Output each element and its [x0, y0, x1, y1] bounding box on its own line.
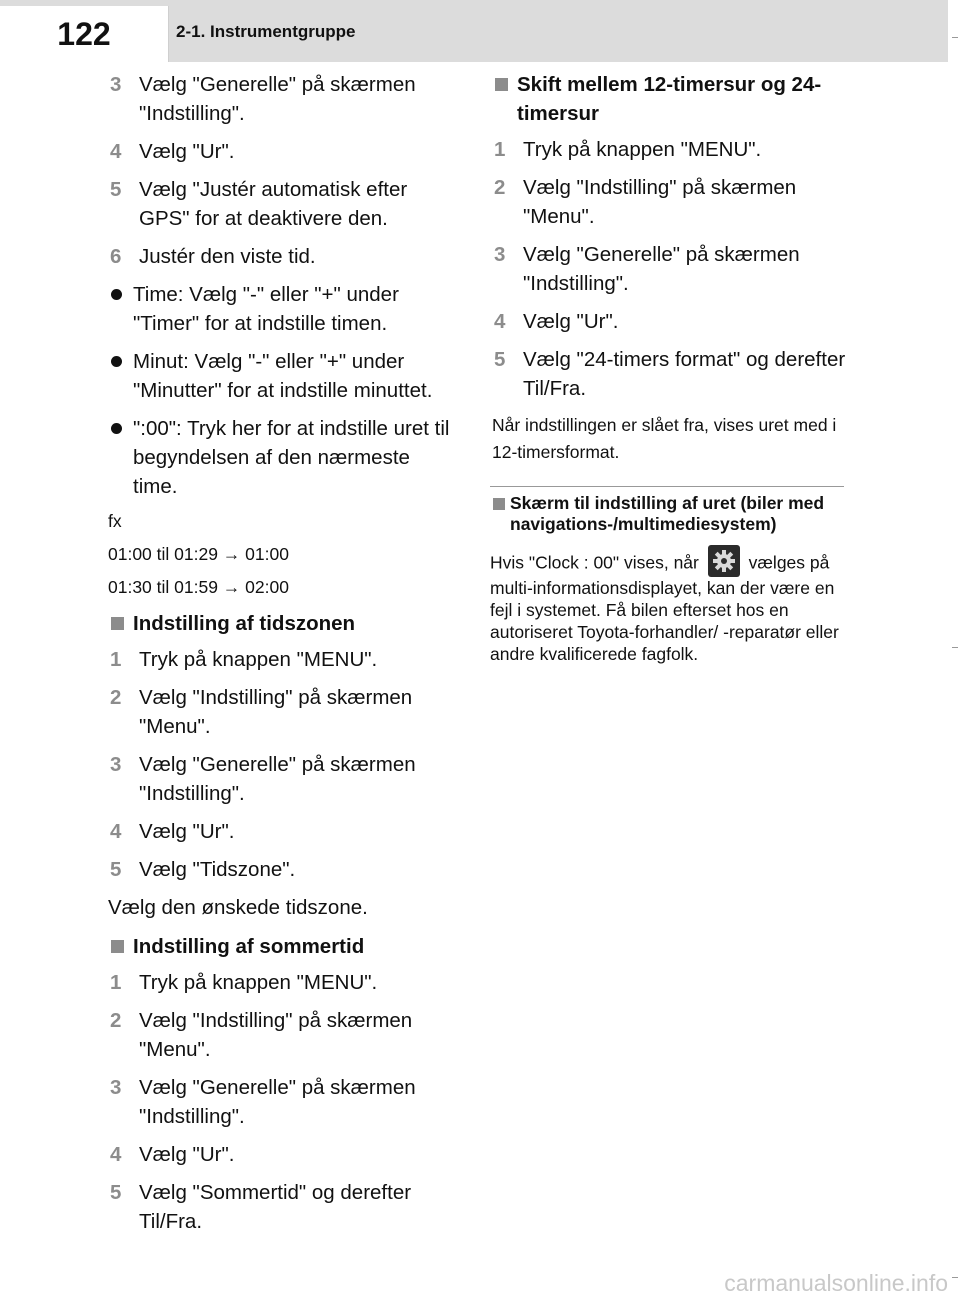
- step-item: 2 Vælg "Indstilling" på skærmen "Menu".: [110, 1009, 413, 1061]
- step-item: 1 Tryk på knappen "MENU".: [494, 138, 762, 161]
- bullet-dot-icon: [111, 423, 122, 434]
- gear-icon: [708, 545, 740, 577]
- section-square-icon: [111, 940, 124, 953]
- step-item: 1 Tryk på knappen "MENU".: [110, 648, 378, 671]
- left-column: [106, 70, 460, 1245]
- step-item: 3 Vælg "Generelle" på skærmen "Indstilling".: [110, 1076, 416, 1128]
- format-note: Når indstillingen er slået fra, vises uret med i 12-timersformat.: [492, 415, 837, 462]
- step-item: 2 Vælg "Indstilling" på skærmen "Menu".: [110, 686, 413, 738]
- step-item: 3 Vælg "Generelle" på skærmen "Indstilling".: [110, 73, 416, 125]
- section-title-dst: Indstilling af sommertid: [106, 932, 460, 961]
- step-item: 3 Vælg "Generelle" på skærmen "Indstilling".: [494, 243, 800, 295]
- step-item: 1 Tryk på knappen "MENU".: [110, 971, 378, 994]
- bullet-item: ":00": Tryk her for at indstille uret til begyndelsen af den nærmeste time.: [106, 414, 460, 501]
- margin-tick: [952, 37, 958, 38]
- section-divider: [490, 486, 844, 487]
- step-item: 4 Vælg "Ur".: [494, 310, 619, 333]
- step-item: 5 Vælg "Justér automatisk efter GPS" for at deaktivere den.: [110, 178, 408, 230]
- watermark: carmanualsonline.info: [724, 1270, 948, 1296]
- page-header: [0, 0, 960, 62]
- step-item: 2 Vælg "Indstilling" på skærmen "Menu".: [494, 176, 797, 228]
- step-item: 4 Vælg "Ur".: [110, 140, 235, 163]
- section-square-icon: [493, 498, 505, 510]
- example-line: 01:30 til 01:59 → 02:00: [108, 577, 289, 597]
- step-item: 5 Vælg "Tidszone".: [110, 858, 296, 881]
- bullet-item: Time: Vælg "-" eller "+" under "Timer" for at indstille timen.: [106, 280, 460, 338]
- chapter-title: 2-1. Instrumentgruppe: [176, 22, 356, 41]
- bullet-dot-icon: [111, 356, 122, 367]
- bullet-dot-icon: [111, 289, 122, 300]
- step-item: 6 Justér den viste tid.: [110, 245, 316, 268]
- right-column: [490, 70, 850, 665]
- page-number: 122: [0, 6, 169, 62]
- section-title-timezone: Indstilling af tidszonen: [106, 609, 460, 638]
- step-item: 4 Vælg "Ur".: [110, 820, 235, 843]
- bullet-item: Minut: Vælg "-" eller "+" under "Minutter" for at indstille minuttet.: [106, 347, 460, 405]
- step-item: 3 Vælg "Generelle" på skærmen "Indstilling".: [110, 753, 416, 805]
- section-title-12-24: Skift mellem 12-timersur og 24-timersur: [490, 70, 850, 128]
- timezone-note: Vælg den ønskede tidszone.: [108, 896, 368, 919]
- step-item: 5 Vælg "24-timers format" og derefter Til/Fra.: [494, 348, 846, 400]
- step-item: 4 Vælg "Ur".: [110, 1143, 235, 1166]
- section-square-icon: [111, 617, 124, 630]
- example-line: 01:00 til 01:29 → 01:00: [108, 544, 289, 564]
- margin-tick: [952, 647, 958, 648]
- section-square-icon: [495, 78, 508, 91]
- subsection-title: Skærm til indstilling af uret (biler med navigations-/multimediesystem): [490, 493, 850, 535]
- step-item: 5 Vælg "Sommertid" og derefter Til/Fra.: [110, 1181, 412, 1233]
- clock-info-paragraph: Hvis "Clock : 00" vises, når vælges på multi-informationsdisplayet, kan der være en fejl i systemet. Få bilen efterset hos en autoriseret Toyota-forhandler/ -reparatør eller andre kvalificerede fagfolk.: [490, 551, 850, 665]
- margin-tick: [952, 1277, 958, 1278]
- example-label: fx: [108, 511, 122, 531]
